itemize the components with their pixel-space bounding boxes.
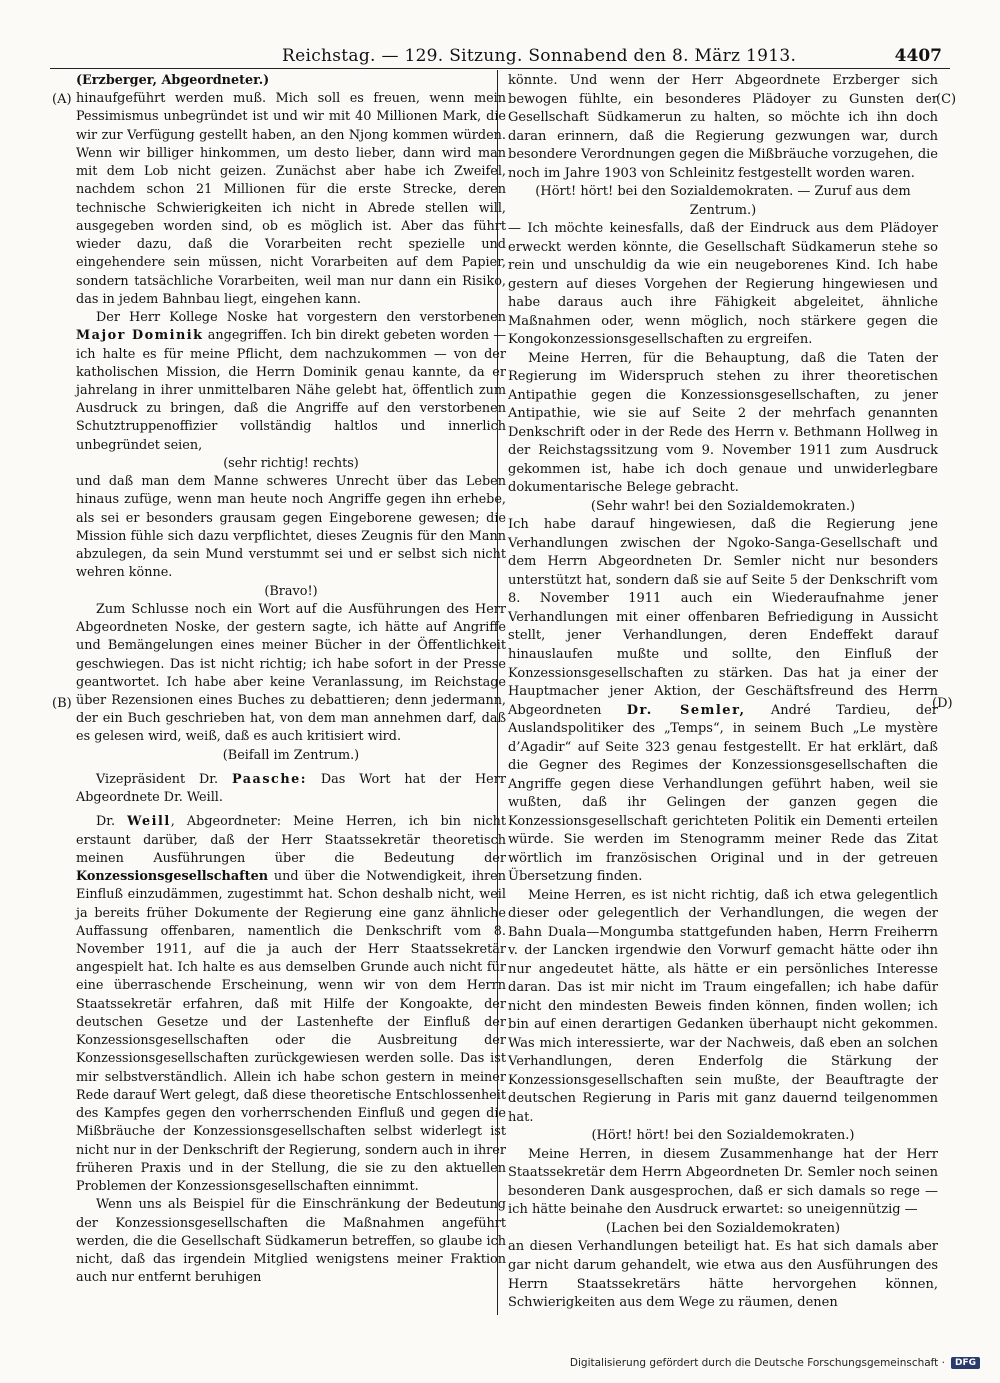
paragraph — [76, 771, 506, 807]
text-run: angegriffen. Ich bin direkt gebeten worden — ich halte es für meine Pflicht, dem nachzukommen — von der katholischen Mission, die Herrn Dominik genau kannte, da er jahrelang in ihrer unmittelbaren Nähe gelebt hat, öffentlich zum Ausdruck zu bringen, daß die Angriffe auf den verstorbenen Schutztruppenoffizier vollständig haltlos und innerlich unbegründet seien, — [76, 328, 507, 453]
paragraph — [76, 813, 506, 1196]
text-run: , Abgeordneter: Meine Herren, ich bin nicht erstaunt darüber, daß der Herr Staatssekretär theoretisch meinen Ausführungen über die Bedeutung der — [76, 814, 506, 866]
text-run: Der Herr Kollege Noske hat vorgestern den verstorbenen — [96, 310, 506, 326]
footer-credit: Digitalisierung gefördert durch die Deutsche Forschungsgemeinschaft · — [569, 1357, 945, 1369]
footer — [570, 1357, 980, 1369]
margin-letter-b: (B) — [52, 696, 72, 711]
paragraph: an diesen Verhandlungen beteiligt hat. Es hat sich damals aber gar nicht darum gehandelt, wie etwa aus den Ausführungen des Herrn Staatssekretärs hätte hervorgehen können, Schwierigkeiten aus dem Wege zu räumen, denen — [508, 1239, 938, 1311]
person-name: Major Dominik — [76, 328, 204, 344]
text-run: André Tardieu, der Auslandspolitiker des „Temps“, in seinem Buch „Le mystère d’Agadir“ auf Seite 323 genau festgestellt. Er hat erklärt, daß die Gegner des Regimes der Konzessionsgesellschaften die Angriffe gegen diese Verhandlungen geführt haben, weil sie wußten, daß ihr Gelingen der ganzen gegen die Konzessionsgesellschaft gerichteten Politik ein Dementi erteilen würde. Sie werden im Stenogramm meiner Rede das Zitat wörtlich im französischen Original und in der getreuen Übersetzung finden. — [508, 702, 939, 885]
speaker-name: Weill — [127, 814, 171, 830]
right-column — [508, 72, 938, 1313]
margin-letter-c: (C) — [936, 92, 957, 107]
text-run: Dr. — [96, 814, 128, 830]
stage-direction: (Sehr wahr! bei den Sozialdemokraten.) — [590, 498, 856, 514]
stage-direction: (Lachen bei den Sozialdemokraten) — [605, 1220, 841, 1236]
paragraph: Meine Herren, in diesem Zusammenhange hat der Herr Staatssekretär dem Herrn Abgeordneten Dr. Semler noch seinen besonderen Dank ausgesprochen, daß er sich damals so rege — ich hätte beinahe den Ausdruck erwartet: so uneigennützig — — [508, 1146, 938, 1218]
margin-letter-a: (A) — [52, 92, 72, 107]
page-number: 4407 — [894, 46, 942, 66]
text-run: Vizepräsident Dr. — [96, 771, 232, 787]
paragraph: Meine Herren, es ist nicht richtig, daß ich etwa gelegentlich dieser oder gelegentlich der Verhandlungen, die wegen der Bahn Duala—Mongumba stattgefunden haben, Herrn Freiherrn v. der Lancken irgendwie den Vorwurf gemacht hätte oder ihn nur angedeutet hätte, als hätte er ein persönliches Interesse daran. Das ist mir nicht im Traum eingefallen; ich habe dafür nicht den mindesten Beweis finden können, finden wollen; ich bin auf einen derartigen Gedanken überhaupt nicht gekommen. Was mich interessierte, war der Nachweis, daß eben an solchen Verhandlungen, deren Enderfolg die Stärkung der Konzessionsgesellschaften sein mußte, der Beauftragte der deutschen Regierung in Paris mit ganz dauernd teilgenommen hat. — [508, 887, 938, 1125]
left-column — [76, 72, 506, 1287]
paragraph: Meine Herren, für die Behauptung, daß die Taten der Regierung im Widerspruch stehen zu ihrer theoretischen Antipathie gegen die Konzessionsgesellschaften, zu jener Antipathie, wie sie auf Seite 2 der mehrfach genannten Denkschrift oder in der Rede des Herrn v. Bethmann Hollweg in der Reichstagssitzung vom 9. November 1911 zum Ausdruck gekommen ist, habe ich doch genaue und unwiderlegbare dokumentarische Belege gebracht. — [508, 350, 938, 496]
header-rule — [50, 68, 950, 69]
running-title: Reichstag. — 129. Sitzung. Sonnabend den 8. März 1913. — [282, 46, 797, 66]
paragraph: — Ich möchte keinesfalls, daß der Eindruck aus dem Plädoyer erweckt werden könnte, die Gesellschaft Südkamerun stehe so rein und unschuldig da wie ein neugeborenes Kind. Ich habe gestern auf dieses Vorgehen der Regierung hingewiesen und habe daraus auch ihre Fähigkeit abgeleitet, ähnliche Maßnahmen oder, wenn möglich, noch stärkere gegen die Kongokonzessionsgesellschaften zu ergreifen. — [508, 221, 938, 348]
paragraph: und daß man dem Manne schweres Unrecht über das Leben hinaus zufüge, wenn man heute noch Angriffe gegen ihn erhebe, als sei er besonders grausam gegen Eingeborene gewesen; die Mission fühle sich dazu verpflichtet, dieses Zeugnis für den Mann abzulegen, da sein Mund verstummt sei und er selbst sich nicht wehren könne. — [76, 474, 506, 581]
emphasis: Konzessionsgesellschaften — [76, 869, 269, 885]
stage-direction: (Bravo!) — [264, 583, 318, 599]
text-run: und über die Notwendigkeit, ihren Einfluß einzudämmen, zugestimmt hat. Schon deshalb nicht, weil ja bereits früher Dokumente der Regierung eine ganz ähnliche Auffassung offenbaren, namentlich die Denkschrift vom 8. November 1911, auf die ja auch der Herr Staatssekretär angespielt hat. Ich halte es aus demselben Grunde auch nicht für eine überraschende Erscheinung, wenn wir von dem Herrn Staatssekretär erfahren, daß mit Hilfe der Kongoakte, der deutschen Gesetze und der Lastenhefte der Einfluß der Konzessionsgesellschaften oder die Ausbreitung der Konzessionsgesellschaften zurückgewiesen werden solle. Das ist mir selbstverständlich. Allein ich habe schon gestern in meiner Rede darauf Wert gelegt, daß diese theoretische Entschlossenheit des Kampfes gegen den vorherrschenden Einfluß und gegen die Mißbräuche der Konzessionsgesellschaften selbst widerlegt ist nicht nur in der Denkschrift der Regierung, sondern auch in ihrer früheren Praxis und in der Stellung, die sie zu den aktuellen Problemen der Konzessionsgesellschaften einnimmt. — [76, 869, 506, 1195]
text-run: Ich habe darauf hingewiesen, daß die Regierung jene Verhandlungen zwischen der Ngoko-Sanga-Gesellschaft und dem Herrn Abgeordneten Dr. Semler nicht nur besonders unterstützt hat, sondern daß sie auf Seite 5 der Denkschrift vom 8. November 1911 auch ein Wiederaufnahme jener Verhandlungen mit einer offenbaren Befriedigung in Aussicht stellt, jener Verhandlungen, deren Endeffekt darauf hinauslaufen mußte und sollte, den Einfluß der Konzessionsgesellschaften zu stärken. Das hat ja einer der Hauptmacher jener Aktion, der Geschäftsfreund des Herrn Abgeordneten — [508, 517, 938, 718]
stage-direction: (Beifall im Zentrum.) — [222, 747, 360, 763]
stage-direction: (sehr richtig! rechts) — [223, 455, 359, 471]
paragraph: könnte. Und wenn der Herr Abgeordnete Erzberger sich bewogen fühlte, ein besonderes Plädoyer zu Gunsten der Gesellschaft Südkamerun zu halten, so möchte ich ihn doch daran erinnern, daß die Regierung gezwungen war, durch besondere Verordnungen gegen die Mißbräuche vorzugehen, die noch im Jahre 1903 von Schleinitz festgestellt worden waren. — [508, 73, 938, 181]
dfg-logo: DFG — [951, 1357, 980, 1369]
person-name: Dr. Semler, — [626, 702, 746, 718]
stage-direction: (Hört! hört! bei den Sozialdemokraten. — Zuruf aus dem Zentrum.) — [535, 184, 911, 218]
stage-direction: (Hört! hört! bei den Sozialdemokraten.) — [591, 1128, 855, 1144]
paragraph — [76, 309, 506, 455]
paragraph: hinaufgeführt werden muß. Mich soll es freuen, wenn mein Pessimismus unbegründet ist und wir mit 40 Millionen Mark, die wir zur Verfügung gestellt haben, an den Njong kommen würden. Wenn wir billiger hinkommen, um desto lieber, dann wird man mit dem Lob nicht geizen. Zunächst aber habe ich Zweifel, nachdem schon 21 Millionen für die erste Strecke, deren technische Schwierigkeiten ich nicht in Abrede stellen will, ausgegeben worden sind, ob es möglich ist. Aber das führt wieder dazu, daß die Vorarbeiten recht spezielle und eingehendere sein müssen, nicht Vorarbeiten auf dem Papier, sondern tatsächliche Vorarbeiten, weil man nur dann ein Risiko, das in jedem Bahnbau liegt, eingehen kann. — [76, 91, 506, 307]
paragraph — [508, 516, 938, 886]
paragraph: Zum Schlusse noch ein Wort auf die Ausführungen des Herr Abgeordneten Noske, der gestern sagte, ich hätte auf Angriffe und Bemängelungen eines meiner Bücher in der Öffentlichkeit geschwiegen. Das ist nicht richtig; ich habe sofort in der Presse geantwortet. Ich habe aber keine Veranlassung, im Reichstage über Rezensionen eines Buches zu debattieren; denn jedermann, der ein Buch geschrieben hat, von dem man annehmen darf, daß es gelesen wird, weiß, daß es auch kritisiert wird. — [76, 601, 506, 745]
paragraph: Wenn uns als Beispiel für die Einschränkung der Bedeutung der Konzessionsgesellschaften die Maßnahmen angeführt werden, die die Gesellschaft Südkamerun betreffen, so glaube ich nicht, daß das irgendein Mitglied wenigstens meiner Fraktion auch nur entfernt beruhigen — [76, 1197, 506, 1286]
margin-letter-d: (D) — [932, 696, 953, 711]
speaker-name: Paasche: — [231, 771, 308, 787]
page-header — [50, 44, 950, 70]
speaker-reference: (Erzberger, Abgeordneter.) — [76, 73, 270, 88]
text-run: Das Wort hat der Herr Abgeordnete Dr. Weill. — [76, 771, 506, 806]
